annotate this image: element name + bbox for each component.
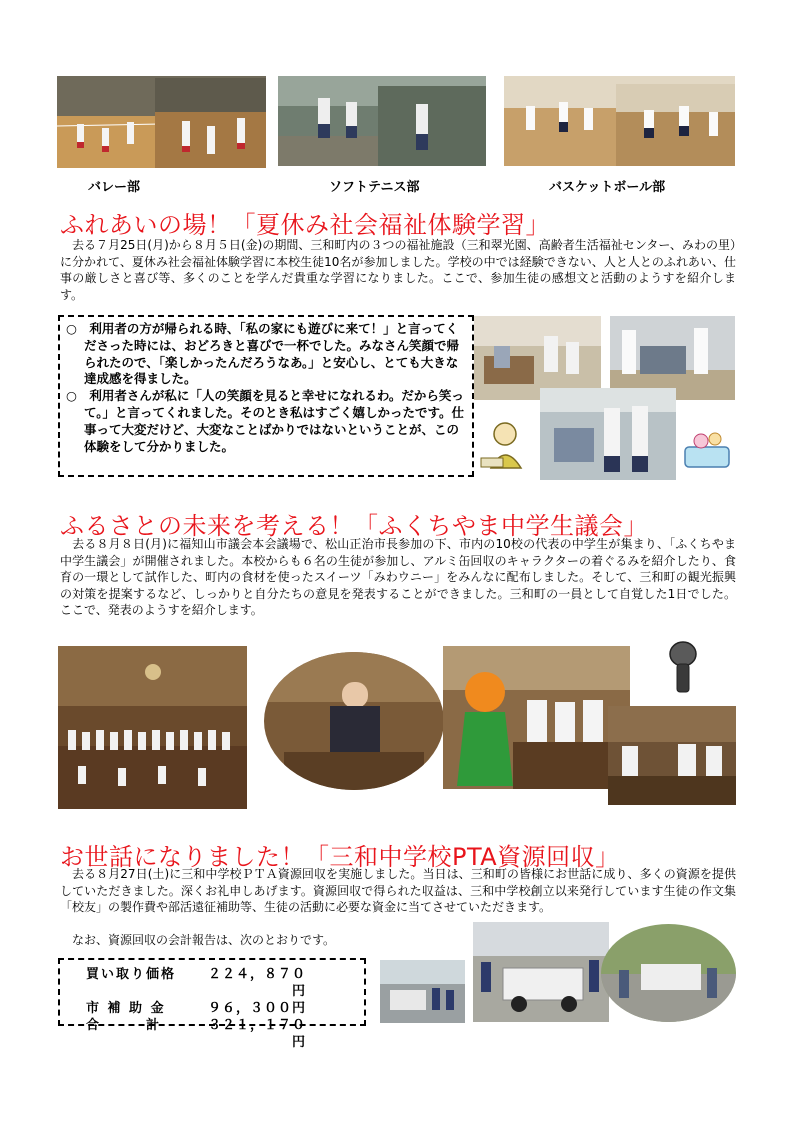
volleyball-photo (57, 76, 266, 168)
soft-tennis-photo (278, 76, 486, 166)
welfare-body: 去る７月25日(月)から８月５日(金)の期間、三和町内の３つの福祉施設（三和翠光園、高齢者生活福祉センター、みわの里）に分かれて、夏休み社会福祉体験学習に本校生徒10名が参加しました。学校の中では経験できない、人と人とのふれあい、仕事の厳しさと喜び等、多くのことを学んだ貴重な学習になりました。ここで、参加生徒の感想文と活動のようすを紹介します。 (60, 238, 736, 302)
report-value: ９６，３００円 (207, 1001, 306, 1016)
accounting-report (58, 958, 366, 1050)
mayor-speech-photo (264, 652, 444, 790)
basketball-photo (504, 76, 735, 166)
student-presentation-photo (443, 646, 630, 789)
bath-illustration (681, 425, 733, 473)
pta-body: 去る８月27日(土)に三和中学校ＰＴＡ資源回収を実施しました。当日は、三和町の皆様にお世話に成り、多くの資源を提供していただきました。深くお礼申しあげます。資源回収で得られた収益は、三和中学校創立以来発行しています生徒の作文集「校友」の製作費や部活遠征補助等、生徒の活動に必要な資金に当てさせていただきます。 (60, 867, 736, 914)
pta-note: なお、資源回収の会計報告は、次のとおりです。 (60, 933, 336, 947)
report-value: ３２１，１７０円 (207, 1018, 306, 1050)
report-value: ２２４，８７０円 (207, 967, 306, 999)
students-seated-photo (608, 706, 736, 805)
recycling-photo-1 (380, 960, 465, 1023)
report-row-purchase (86, 966, 364, 1000)
impression-1: ○ 利用者の方が帰られる時、「私の家にも遊びに来て！」と言ってくださった時には、おどろきと喜びで一杯でした。みなさん笑顔で帰られたので、「楽しかったんだろうなあ。」と安心し、とても大きな達成感を得ました。 (66, 321, 460, 387)
recycling-truck-photo (473, 922, 609, 1022)
basketball-caption: バスケットボール部 (549, 180, 666, 195)
assembly-body: 去る８月８日(月)に福知山市議会本会議場で、松山正治市長参加の下、市内の10校の代表の中学生が集まり、「ふくちやま中学生議会」が開催されました。本校からも６名の生徒が参加し、アルミ缶回収のキャラクターの着ぐるみを紹介したり、食育の一環として試作した、町内の食材を使ったスイーツ「みわウニー」をみんなに配布しました。そして、三和町の観光振興の対策を提案するなど、しっかりと自分たちの意見を発表することができました。三和町の一員として自覚した1日でした。ここで、発表のようすを紹介します。 (60, 537, 736, 617)
microphone-illustration (660, 640, 706, 700)
report-row-subsidy (86, 1000, 364, 1017)
welfare-heading: ふれあいの場！「夏休み社会福祉体験学習」 (60, 211, 550, 239)
elderly-care-illustration (477, 418, 531, 470)
report-row-total (86, 1017, 364, 1051)
volleyball-caption: バレー部 (88, 180, 141, 195)
report-label: 市 補 助 金 (86, 1001, 166, 1016)
recycling-volunteers-photo (601, 924, 736, 1022)
assembly-heading: ふるさとの未来を考える！「ふくちやま中学生議会」 (60, 512, 648, 540)
soft-tennis-caption: ソフトテニス部 (329, 180, 420, 195)
report-label: 買い取り価格 (86, 967, 177, 982)
pta-heading: お世話になりました！「三和中学校PTA資源回収」 (60, 843, 620, 871)
impression-2: ○ 利用者さんが私に「人の笑顔を見ると幸せになれるわ。だから笑って。」と言ってくれました。そのとき私はすごく嬉しかったです。仕事って大変だけど、大変なことばかりではないということが、この体験をして分かりました。 (66, 388, 465, 454)
assembly-hall-photo (58, 646, 247, 809)
impressions-box (58, 315, 474, 477)
welfare-photo-3 (540, 388, 676, 480)
report-label: 合 計 (86, 1018, 162, 1033)
